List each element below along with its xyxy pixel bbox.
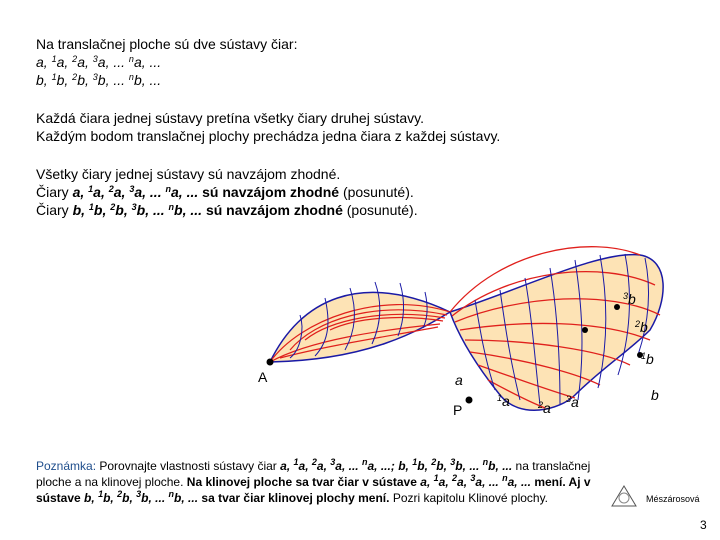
point-A <box>267 359 274 366</box>
stamp-icon <box>610 484 638 508</box>
page-number: 3 <box>700 518 707 532</box>
para3-line1: Všetky čiary jednej sústavy sú navzájom zhodné. <box>36 166 341 182</box>
para2-line1: Každá čiara jednej sústavy pretína všetky čiary druhej sústavy. <box>36 110 425 126</box>
label-3b: $^3$b <box>623 291 636 307</box>
label-2a: $^2$a <box>538 400 551 416</box>
label-A: A <box>258 369 268 385</box>
point-2b <box>582 327 588 333</box>
a-series-line: a, $^1$a, $^2$a, $^3$a, ... $^n$a, ... <box>36 54 162 70</box>
para3-line3: Čiary b, $^1$b, $^2$b, $^3$b, ... $^n$b, ... sú navzájom zhodné (posunuté). <box>36 202 418 218</box>
label-a: a <box>455 372 463 388</box>
right-shell <box>450 255 663 411</box>
point-3b <box>614 304 620 310</box>
label-b: b <box>651 387 659 403</box>
b-series-line: b, $^1$b, $^2$b, $^3$b, ... $^n$b, ... <box>36 72 162 88</box>
label-3a: $^3$a <box>566 394 579 410</box>
label-1b: $^1$b <box>641 351 654 367</box>
para2-line2: Každým bodom translačnej plochy prechádza jedna čiara z každej sústavy. <box>36 128 501 144</box>
intro-line1: Na translačnej ploche sú dve sústavy čiar: <box>36 36 298 52</box>
author: Mészárosová <box>646 494 700 504</box>
label-2b: $^2$b <box>635 319 648 335</box>
point-P <box>466 397 473 404</box>
label-1a: $^1$a <box>497 393 510 409</box>
a-term: a <box>36 54 44 70</box>
para3-line2: Čiary a, $^1$a, $^2$a, $^3$a, ... $^n$a, ... sú navzájom zhodné (posunuté). <box>36 184 414 200</box>
note-block: Poznámka: Porovnajte vlastnosti sústavy čiar a, $^1$a, $^2$a, $^3$a, ... $^n$a, ...; b, $^1$b, $^2$b, $^3$b, ... $^n$b, ... na translačnej ploche a na klinovej ploche. Na klinovej ploche sa tvar čiar v sústave a, $^1$a, $^2$a, $^3$a, ... $^n$a, ... mení. Aj v sústave b, $^1$b, $^2$b, $^3$b, ... $^n$b, ... sa tvar čiar klinovej plochy mení. Pozri kapitolu Klinové plochy. <box>36 457 591 505</box>
label-P: P <box>453 402 463 418</box>
